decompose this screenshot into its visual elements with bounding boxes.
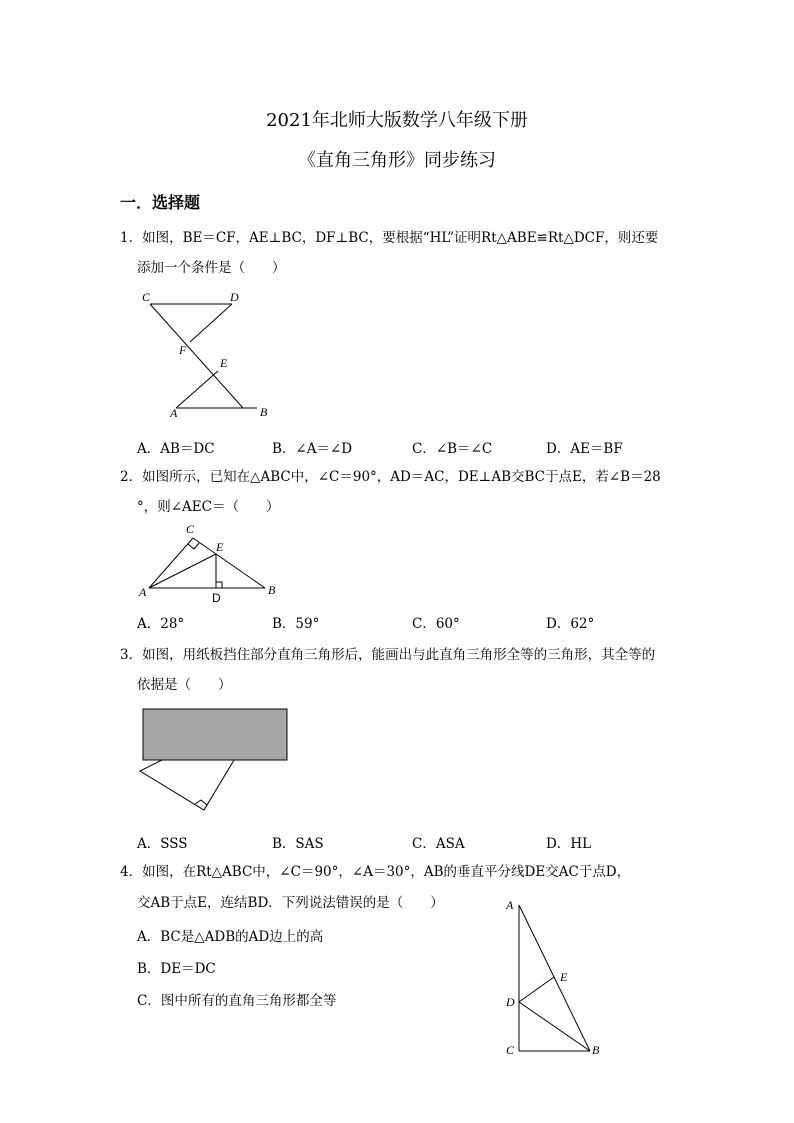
q2-text-line1: 2．如图所示，已知在△ABC中，∠C＝90°，AD＝AC，DE⊥AB交BC于点E，若∠B＝28 <box>120 469 661 485</box>
q1-option-c[interactable]: C．∠B＝∠C <box>412 441 493 457</box>
q3-option-b[interactable]: B．SAS <box>272 836 324 852</box>
q2-label-c: C <box>186 522 195 536</box>
q1-option-b[interactable]: B．∠A＝∠D <box>272 441 353 457</box>
q2-label-d: D <box>212 591 221 605</box>
q3-option-a[interactable]: A．SSS <box>137 836 188 852</box>
q4-label-c: C <box>506 1043 515 1057</box>
q4-text-line1: 4．如图，在Rt△ABC中，∠C＝90°，∠A＝30°，AB的垂直平分线DE交AC于点D， <box>120 864 631 880</box>
q4-option-b[interactable]: B．DE＝DC <box>137 961 216 977</box>
q4-label-b: B <box>592 1043 600 1057</box>
q4-text-line2: 交AB于点E，连结BD．下列说法错误的是（ ） <box>137 895 444 911</box>
q1-text-line1: 1．如图，BE＝CF，AE⊥BC，DF⊥BC，要根据“HL”证明Rt△ABE≌Rt△DCF，则还要 <box>120 230 659 246</box>
q4-label-e: E <box>560 970 568 984</box>
q2-label-b: B <box>268 583 276 597</box>
q4-label-a: A <box>506 898 514 912</box>
q1-label-f: F <box>179 343 187 357</box>
q2-option-b[interactable]: B．59° <box>272 616 320 632</box>
section-heading: 一．选择题 <box>120 193 201 212</box>
q2-option-a[interactable]: A．28° <box>137 616 185 632</box>
q1-label-c: C <box>142 290 151 304</box>
q4-label-d: D <box>506 995 515 1009</box>
q1-label-d: D <box>230 290 239 304</box>
q2-option-c[interactable]: C．60° <box>412 616 460 632</box>
q3-text-line2: 依据是（ ） <box>137 677 232 693</box>
q2-text-line2: °，则∠AEC＝（ ） <box>137 499 280 515</box>
q1-label-a: A <box>170 406 178 420</box>
q1-option-d[interactable]: D．AE＝BF <box>546 441 623 457</box>
q2-label-e: E <box>216 540 224 554</box>
q2-option-d[interactable]: D．62° <box>546 616 595 632</box>
q4-option-c[interactable]: C．图中所有的直角三角形都全等 <box>137 993 337 1009</box>
doc-subtitle: 《直角三角形》同步练习 <box>298 150 496 171</box>
q1-label-b: B <box>260 405 268 419</box>
q4-option-a[interactable]: A．BC是△ADB的AD边上的高 <box>137 929 324 945</box>
q1-text-line2: 添加一个条件是（ ） <box>137 260 286 276</box>
q3-option-d[interactable]: D．HL <box>546 836 592 852</box>
q3-text-line1: 3．如图，用纸板挡住部分直角三角形后，能画出与此直角三角形全等的三角形，其全等的 <box>120 647 656 663</box>
q1-option-a[interactable]: A．AB＝DC <box>137 441 215 457</box>
q2-label-a: A <box>139 585 147 599</box>
doc-title: 2021年北师大版数学八年级下册 <box>266 110 528 131</box>
q3-option-c[interactable]: C．ASA <box>412 836 465 852</box>
q1-label-e: E <box>220 356 228 370</box>
